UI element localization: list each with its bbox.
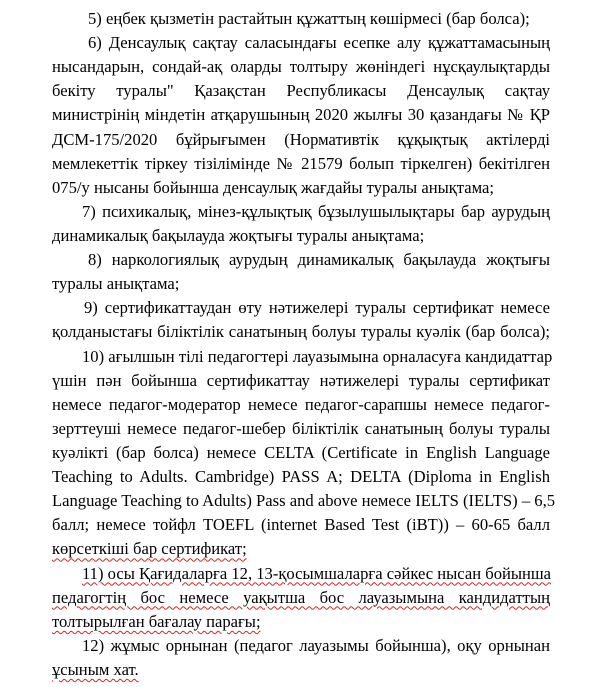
text-line: көрсеткіші бар сертификат; bbox=[52, 539, 247, 559]
text-line: Language Teaching to Adults) Pass and above немесе IELTS (IELTS) – 6,5 bbox=[52, 491, 556, 511]
text-line: толтырылған бағалау парағы; bbox=[52, 611, 261, 631]
text-line: педагогтің бос немесе уақытша бос лауазымына кандидаттың bbox=[52, 587, 550, 607]
text-line: қолданыстағы біліктілік санатының болуы туралы куәлік (бар болса); bbox=[52, 322, 550, 342]
text-line: 6) Денсаулық сақтау саласындағы есепке алу құжаттамасының bbox=[88, 33, 550, 53]
text-line: 8) наркологиялық аурудың динамикалық бақылауда жоқтығы bbox=[88, 250, 550, 270]
text-line: бекіту туралы" Қазақстан Республикасы Денсаулық сақтау bbox=[52, 81, 550, 101]
text-line: ДСМ-175/2020 бұйрығымен (Нормативтік құқықтық актілерді bbox=[52, 129, 550, 149]
text-line: 5) еңбек қызметін растайтын құжаттың көшірмесі (бар болса); bbox=[88, 9, 530, 28]
text-line: зерттеуші немесе педагог-шебер біліктілік санатының болуы туралы bbox=[52, 418, 550, 438]
text-line: 7) психикалық, мінез-құлықтық бұзылушылықтары бар аурудың bbox=[82, 201, 550, 221]
text-line: үшін пән бойынша сертификаттау нәтижелері туралы сертификат bbox=[52, 370, 550, 390]
text-line: Teaching to Adults. Cambridge) PASS A; DELTA (Diploma in English bbox=[52, 467, 550, 487]
text-line: 11) осы Қағидаларға 12, 13-қосымшаларға сәйкес нысан бойынша bbox=[82, 563, 552, 583]
text-line: нысандарын, сондай-ақ оларды толтыру жөніндегі нұсқаулықтарды bbox=[52, 57, 550, 77]
text-line: немесе педагог-модератор немесе педагог-сарапшы немесе педагог- bbox=[52, 394, 550, 414]
text-line: туралы анықтама; bbox=[52, 274, 180, 294]
text-line: мемлекеттік тіркеу тізілімінде № 21579 болып тіркелген) бекітілген bbox=[52, 153, 550, 173]
text-line: ұсыным хат. bbox=[52, 660, 139, 679]
text-line: 075/у нысаны бойынша денсаулық жағдайы туралы анықтама; bbox=[52, 177, 494, 197]
text-line: динамикалық бақылауда жоқтығы туралы анықтама; bbox=[52, 226, 425, 245]
text-line: куәлікті (бар болса) немесе CELTA (Certificate in English Language bbox=[52, 443, 550, 462]
text-line: 12) жұмыс орнынан (педагог лауазымы бойынша), оқу орнынан bbox=[82, 635, 550, 655]
text-line: министрінің міндетін атқарушының 2020 жылғы 30 қазандағы № ҚР bbox=[52, 105, 550, 125]
text-line: 10) ағылшын тілі педагогтері лауазымына орналасуға кандидаттар bbox=[82, 346, 553, 366]
text-line: 9) сертификаттаудан өту нәтижелері туралы сертификат немесе bbox=[84, 298, 550, 318]
text-line: балл; немесе тойфл TOEFL (internet Based Test (iBT)) – 60-65 балл bbox=[52, 515, 550, 535]
